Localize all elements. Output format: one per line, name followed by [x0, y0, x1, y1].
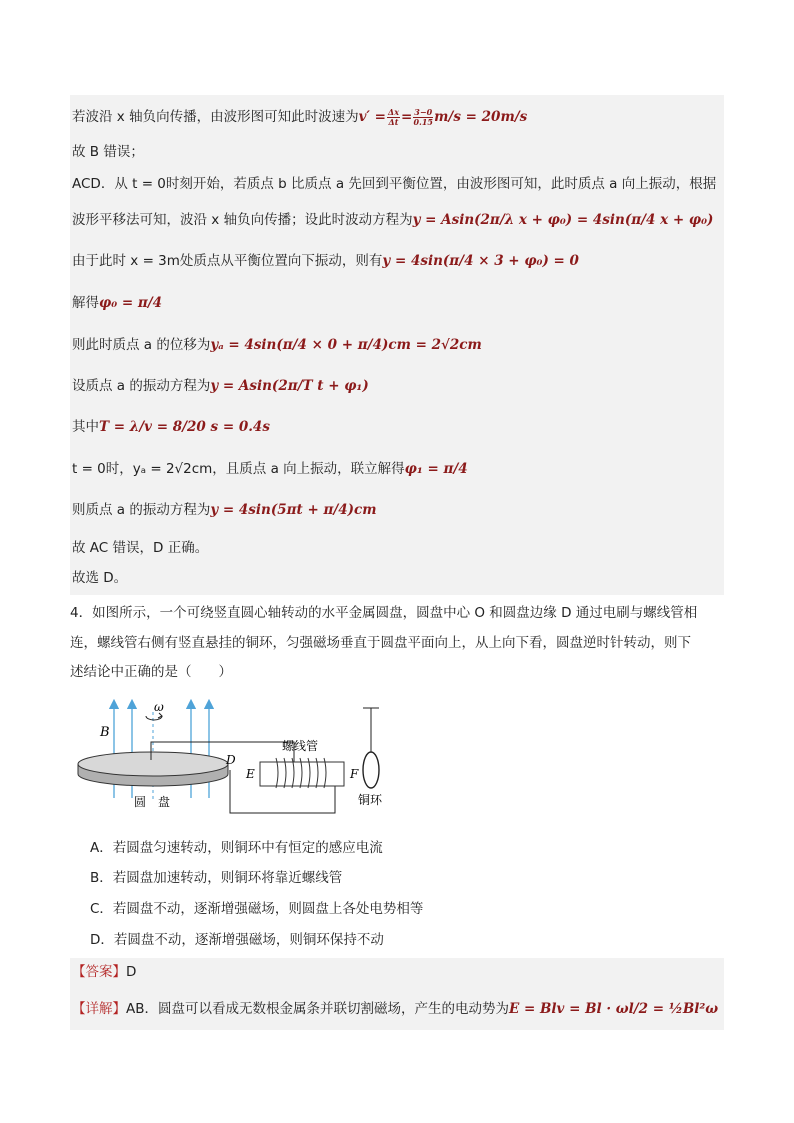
period-formula: T = λ/v = 8/20 s = 0.4s	[99, 419, 270, 435]
vibration-general-formula: y = Asin(2π/T t + φ₁)	[210, 378, 369, 394]
solution-line-7: 则此时质点 a 的位移为yₐ = 4sin(π/4 × 0 + π/4)cm = 2√2cm	[72, 337, 482, 353]
solution-line-3: ACD．从 t = 0时刻开始，若质点 b 比质点 a 先回到平衡位置，由波形图可知，此时质点 a 向上振动，根据	[72, 176, 717, 192]
label-D: D	[226, 753, 236, 767]
solution-line-9: 其中T = λ/v = 8/20 s = 0.4s	[72, 419, 270, 435]
emf-formula: E = Blv = Bl · ωl/2 = ½Bl²ω	[509, 1001, 719, 1017]
vibration-equation-formula: y = 4sin(5πt + π/4)cm	[210, 502, 377, 518]
answer-value: D	[126, 964, 137, 980]
option-D[interactable]: D．若圆盘不动，逐渐增强磁场，则铜环保持不动	[90, 932, 384, 948]
copper-ring	[363, 752, 379, 788]
detail-line: 【详解】AB．圆盘可以看成无数根金属条并联切割磁场，产生的电动势为E = Blv = Bl · ωl/2 = ½Bl²ω	[72, 1001, 719, 1017]
question-4-stem-line-2: 连，螺线管右侧有竖直悬挂的铜环，匀强磁场垂直于圆盘平面向上，从上向下看，圆盘逆时针转动，则下	[70, 635, 691, 651]
option-C[interactable]: C．若圆盘不动，逐渐增强磁场，则圆盘上各处电势相等	[90, 901, 424, 917]
solution-line-12: 故 AC 错误，D 正确。	[72, 540, 209, 556]
question-4-stem-line-3: 述结论中正确的是（ ）	[70, 664, 232, 680]
option-B[interactable]: B．若圆盘加速转动，则铜环将靠近螺线管	[90, 870, 343, 886]
solution-line-13: 故选 D。	[72, 570, 128, 586]
wave-speed-formula: v′ = $\frac{\Delta x}{\Delta t}$ = $\frac{3-0}{0.15}$ m/s = 20m/s	[358, 107, 528, 127]
label-omega: ω	[154, 700, 164, 714]
label-solenoid: 螺线管	[282, 739, 319, 753]
metal-disk-top	[78, 752, 228, 776]
solution-line-11: 则质点 a 的振动方程为y = 4sin(5πt + π/4)cm	[72, 502, 377, 518]
answer-line	[72, 962, 136, 982]
rotation-arrow-icon	[146, 716, 162, 720]
disk-solenoid-figure	[70, 698, 400, 823]
solution-line-1: 若波沿 x 轴负向传播，由波形图可知此时波速为v′ = $\frac{\Delta x}{\Delta t}$ = $\frac{3-0}{0.15}$ m/s = 20m/s	[72, 107, 528, 127]
displacement-a-formula: yₐ = 4sin(π/4 × 0 + π/4)cm = 2√2cm	[210, 337, 482, 353]
label-ring: 铜环	[358, 793, 383, 807]
option-A[interactable]: A．若圆盘匀速转动，则铜环中有恒定的感应电流	[90, 840, 383, 856]
phi1-formula: φ₁ = π/4	[404, 461, 468, 477]
solution-line-4: 波形平移法可知，波沿 x 轴负向传播；设此时波动方程为y = Asin(2π/λ x + φ₀) = 4sin(π/4 x + φ₀)	[72, 212, 714, 228]
question-4-stem-line-1: 4．如图所示，一个可绕竖直圆心轴转动的水平金属圆盘，圆盘中心 O 和圆盘边缘 D 通过电刷与螺线管相	[70, 605, 698, 621]
label-B: B	[100, 725, 110, 740]
phi0-formula: φ₀ = π/4	[99, 295, 163, 311]
wave-equation-formula: y = Asin(2π/λ x + φ₀) = 4sin(π/4 x + φ₀)	[412, 212, 714, 228]
answer-label: 【答案】	[72, 964, 126, 980]
label-E: E	[246, 767, 255, 781]
answer-background	[70, 958, 724, 1030]
solution-line-6: 解得φ₀ = π/4	[72, 295, 163, 311]
detail-label: 【详解】	[72, 1001, 126, 1017]
displacement-zero-formula: y = 4sin(π/4 × 3 + φ₀) = 0	[382, 253, 579, 269]
solution-line-5: 由于此时 x = 3m处质点从平衡位置向下振动，则有y = 4sin(π/4 × 3 + φ₀) = 0	[72, 253, 579, 269]
label-disk: 圆 盘	[134, 795, 171, 809]
label-F: F	[350, 767, 359, 781]
solution-line-8: 设质点 a 的振动方程为y = Asin(2π/T t + φ₁)	[72, 378, 369, 394]
solution-line-2: 故 B 错误；	[72, 144, 144, 160]
solution-line-10: t = 0时，yₐ = 2√2cm，且质点 a 向上振动，联立解得φ₁ = π/4	[72, 461, 468, 477]
